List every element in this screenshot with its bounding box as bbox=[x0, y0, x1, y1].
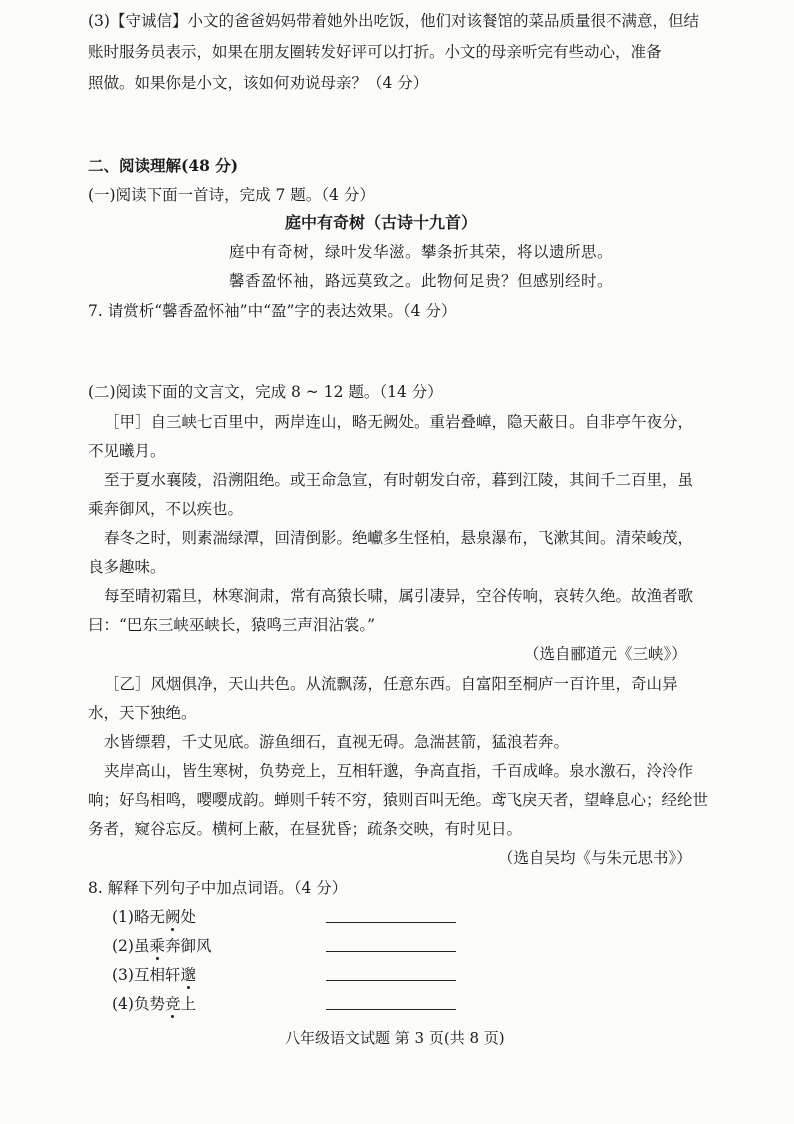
yi-p1-line-1: ［乙］风烟俱净，天山共色。从流飘荡，任意东西。自富阳至桐庐一百许里，奇山异 bbox=[104, 675, 678, 693]
q8-stem: 8. 解释下列句子中加点词语。（4 分） bbox=[88, 879, 348, 897]
dotted-word: 阙 bbox=[164, 908, 181, 926]
answer-blank-4[interactable] bbox=[326, 1009, 456, 1010]
answer-blank-3[interactable] bbox=[326, 980, 456, 981]
poem-title: 庭中有奇树（古诗十九首） bbox=[285, 213, 478, 232]
part1-instruction: (一)阅读下面一首诗，完成 7 题。（4 分） bbox=[88, 186, 375, 204]
q3-line-1: (3)【守诚信】小文的爸爸妈妈带着她外出吃饭，他们对该餐馆的菜品质量很不满意，但结 bbox=[88, 12, 699, 30]
page-footer: 八年级语文试题 第 3 页(共 8 页) bbox=[285, 1029, 505, 1047]
q8-item-3: (3)互相轩邈 bbox=[112, 966, 196, 984]
jia-source: （选自郦道元《三峡》） bbox=[524, 645, 687, 663]
q8-item-4: (4)负势竞上 bbox=[112, 995, 196, 1013]
q7-question: 7. 请赏析“馨香盈怀袖”中“盈”字的表达效果。（4 分） bbox=[88, 302, 457, 320]
jia-p1-line-1: ［甲］自三峡七百里中，两岸连山，略无阙处。重岩叠嶂，隐天蔽日。自非亭午夜分， bbox=[104, 413, 694, 431]
part2-instruction: (二)阅读下面的文言文，完成 8 ~ 12 题。（14 分） bbox=[88, 383, 443, 401]
jia-p4-line-1: 每至晴初霜旦，林寒涧肃，常有高猿长啸，属引凄异，空谷传响，哀转久绝。故渔者歌 bbox=[104, 587, 694, 605]
jia-p2-line-1: 至于夏水襄陵，沿溯阻绝。或王命急宣，有时朝发白帝，暮到江陵，其间千二百里，虽 bbox=[104, 471, 694, 489]
jia-p3-line-2: 良多趣味。 bbox=[88, 558, 166, 576]
yi-source: （选自吴均《与朱元思书》） bbox=[498, 849, 692, 867]
jia-p3-line-1: 春冬之时，则素湍绿潭，回清倒影。绝巘多生怪柏，悬泉瀑布，飞漱其间。清荣峻茂， bbox=[104, 529, 694, 547]
yi-p3-line-3: 务者，窥谷忘反。横柯上蔽，在昼犹昏；疏条交映，有时见日。 bbox=[88, 820, 523, 838]
yi-p1-line-2: 水，天下独绝。 bbox=[88, 704, 197, 722]
dotted-word: 邈 bbox=[180, 966, 196, 984]
yi-p2-line-1: 水皆缥碧，千丈见底。游鱼细石，直视无碍。急湍甚箭，猛浪若奔。 bbox=[104, 733, 570, 751]
q3-line-2: 账时服务员表示，如果在朋友圈转发好评可以打折。小文的母亲听完有些动心，准备 bbox=[88, 43, 662, 61]
q8-item-1: (1)略无阙处 bbox=[112, 908, 196, 926]
dotted-word: 竞 bbox=[164, 995, 181, 1013]
q3-line-3: 照做。如果你是小文，该如何劝说母亲？（4 分） bbox=[88, 74, 429, 92]
answer-blank-2[interactable] bbox=[326, 951, 456, 952]
yi-p3-line-2: 响；好鸟相鸣，嘤嘤成韵。蝉则千转不穷，猿则百叫无绝。鸢飞戾天者，望峰息心；经纶世 bbox=[88, 791, 709, 809]
dotted-word: 乘 bbox=[149, 937, 165, 955]
section-heading: 二、阅读理解(48 分) bbox=[88, 156, 239, 175]
jia-p1-line-2: 不见曦月。 bbox=[88, 442, 166, 460]
jia-p4-line-2: 曰：“巴东三峡巫峡长，猿鸣三声泪沾裳。” bbox=[88, 616, 376, 634]
poem-line-2: 馨香盈怀袖，路远莫致之。此物何足贵？但感别经时。 bbox=[229, 272, 614, 290]
poem-line-1: 庭中有奇树，绿叶发华滋。攀条折其荣，将以遗所思。 bbox=[229, 243, 614, 261]
q8-item-2: (2)虽乘奔御风 bbox=[112, 937, 212, 955]
yi-p3-line-1: 夹岸高山，皆生寒树，负势竞上，互相轩邈，争高直指，千百成峰。泉水激石，泠泠作 bbox=[104, 762, 694, 780]
answer-blank-1[interactable] bbox=[326, 922, 456, 923]
jia-p2-line-2: 乘奔御风，不以疾也。 bbox=[88, 500, 244, 518]
